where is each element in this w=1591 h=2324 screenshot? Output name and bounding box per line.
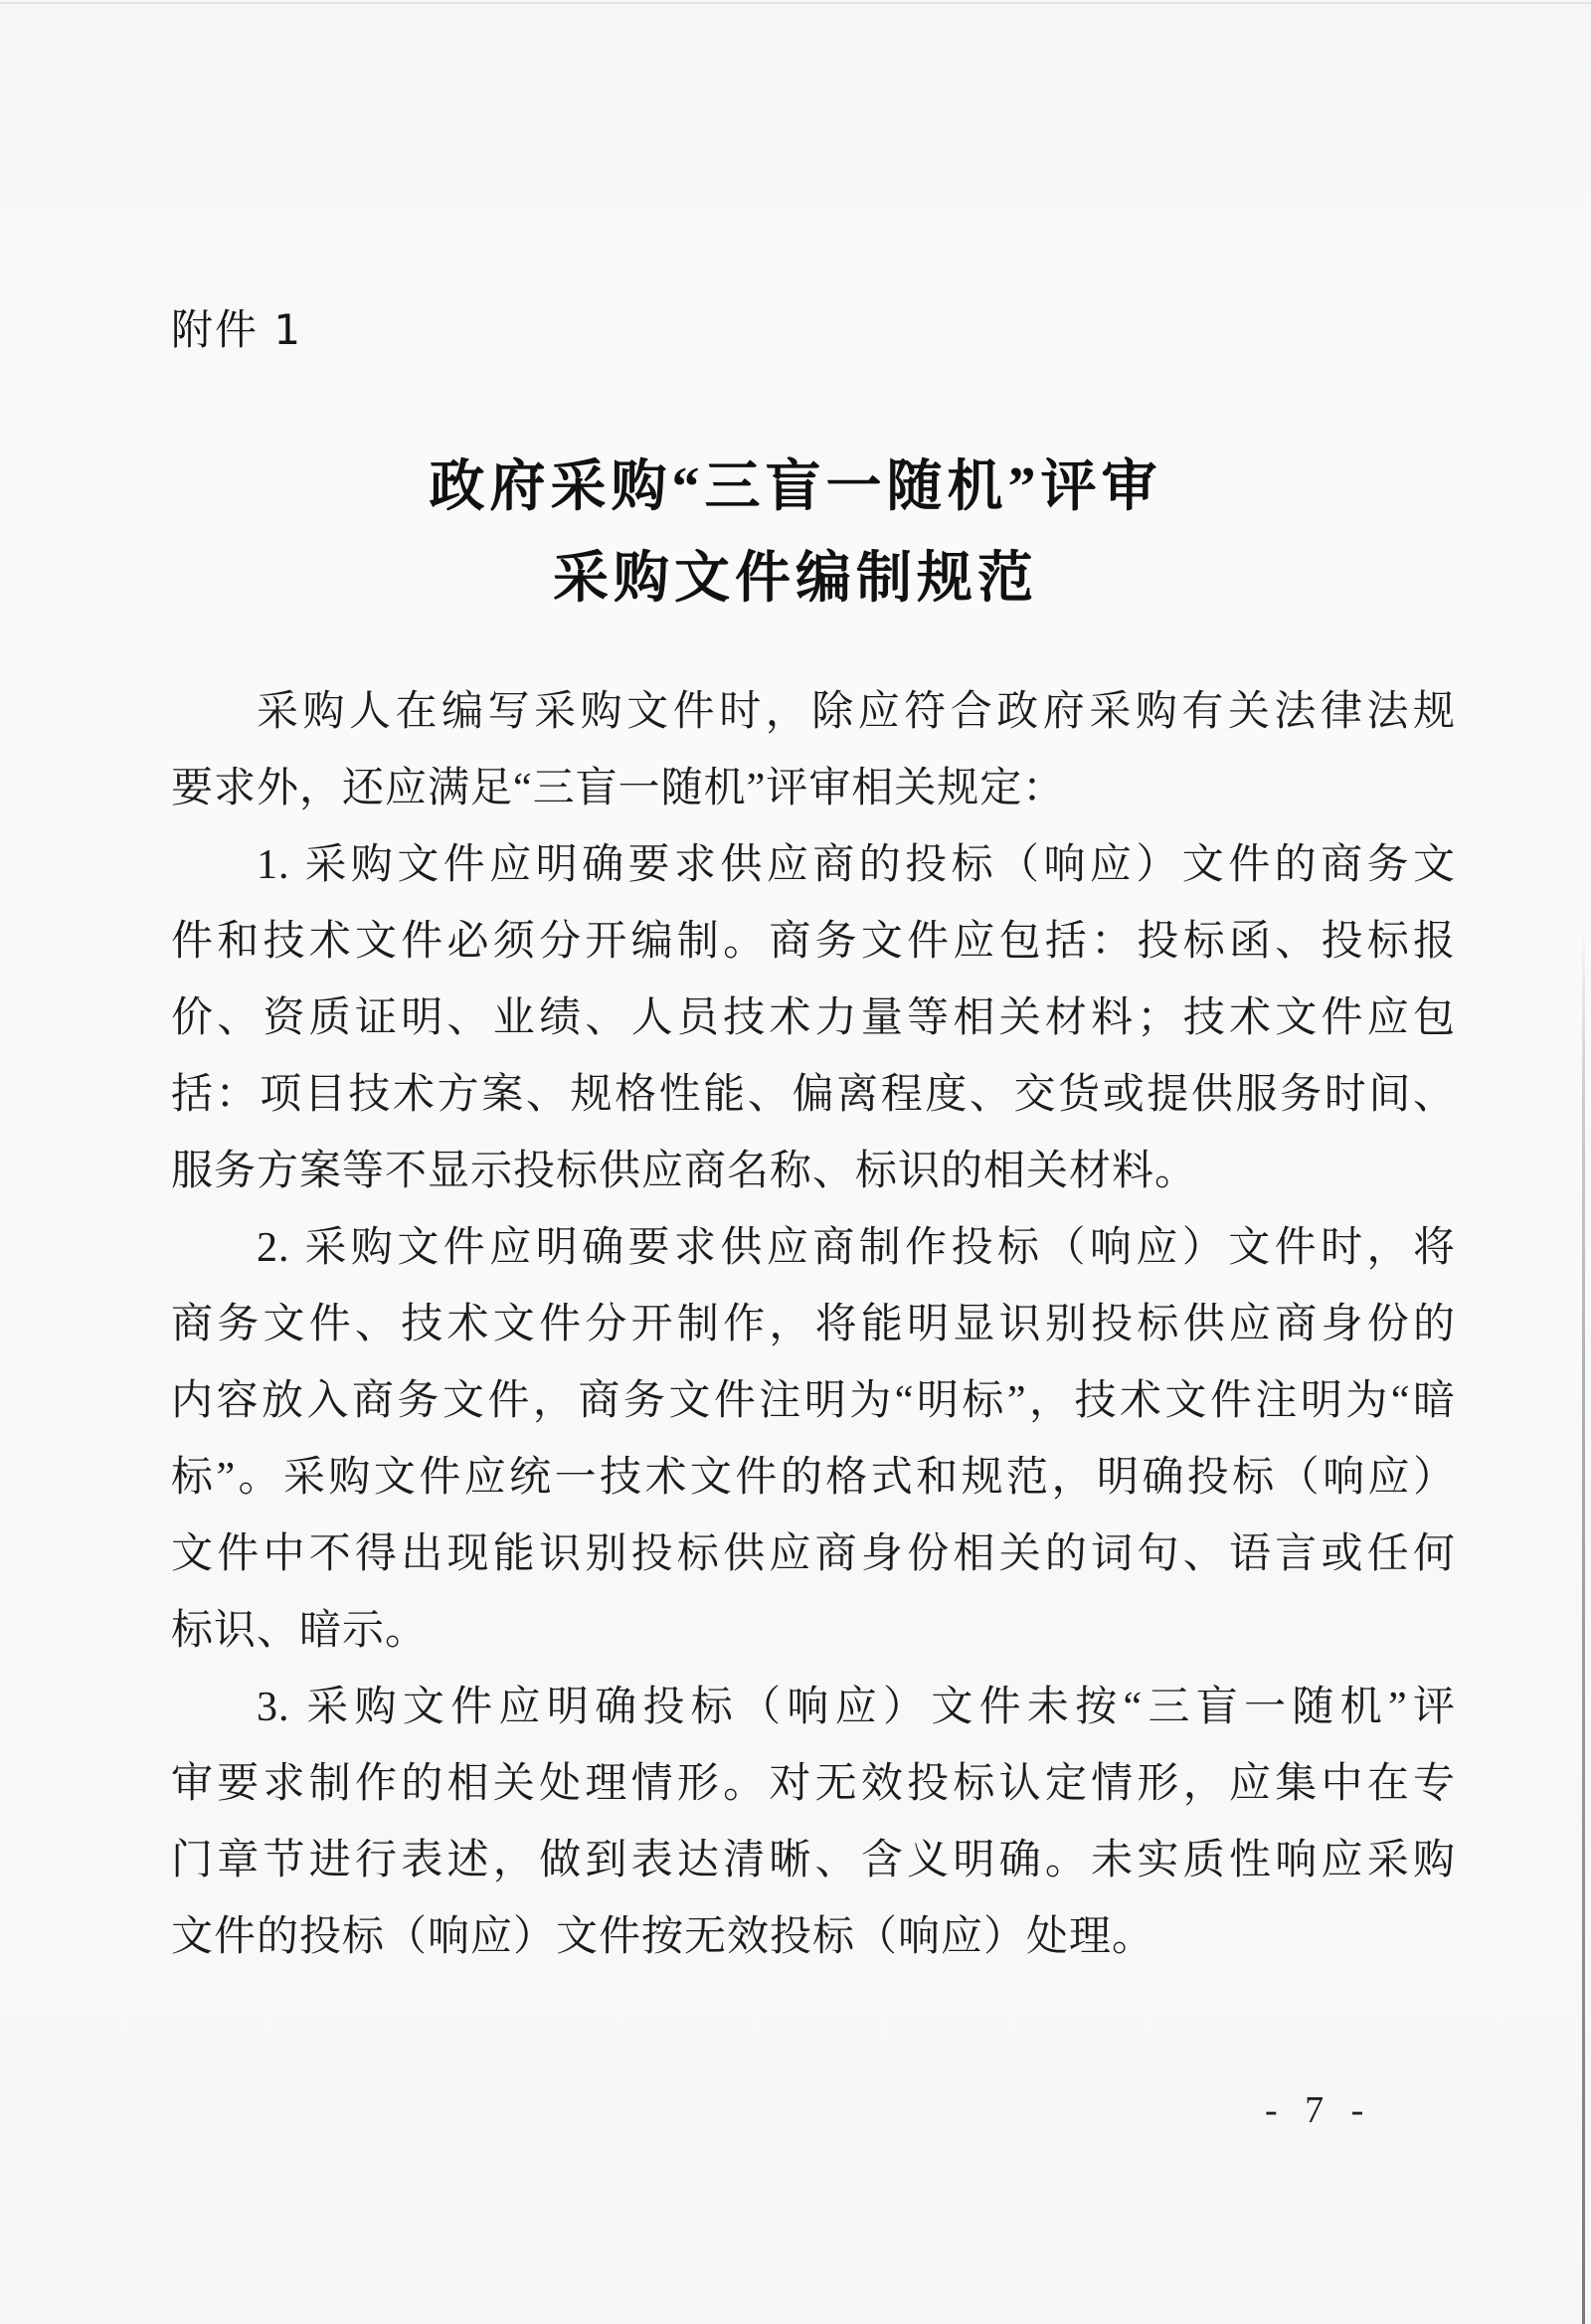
- document-title: [0, 442, 1591, 625]
- document-body: [171, 674, 1456, 1976]
- body-line: 采购人在编写采购文件时，除应符合政府采购有关法律法规: [257, 689, 1456, 735]
- body-line: 商务文件、技术文件分开制作，将能明显识别投标供应商身份的: [171, 1302, 1456, 1347]
- document-title-line-2: 采购文件编制规范: [553, 548, 1038, 610]
- scan-top-edge-line: [0, 2, 1591, 4]
- page-number: - 7 -: [1265, 2089, 1373, 2131]
- body-line: 审要求制作的相关处理情形。对无效投标认定情形，应集中在专: [171, 1761, 1456, 1807]
- body-line: 内容放入商务文件，商务文件注明为“明标”，技术文件注明为“暗: [171, 1378, 1456, 1424]
- body-line: 文件的投标（响应）文件按无效投标（响应）处理。: [171, 1914, 1155, 1960]
- body-line: 1. 采购文件应明确要求供应商的投标（响应）文件的商务文: [257, 842, 1456, 888]
- body-line: 2. 采购文件应明确要求供应商制作投标（响应）文件时，将: [257, 1225, 1456, 1271]
- document-title-line-1: 政府采购“三盲一随机”评审: [429, 456, 1162, 518]
- body-line: 括：项目技术方案、规格性能、偏离程度、交货或提供服务时间、: [171, 1072, 1456, 1118]
- body-line: 标”。采购文件应统一技术文件的格式和规范，明确投标（响应）: [171, 1455, 1456, 1501]
- attachment-label: 附件 1: [171, 305, 303, 354]
- body-line: 价、资质证明、业绩、人员技术力量等相关材料；技术文件应包: [171, 995, 1456, 1041]
- body-line: 服务方案等不显示投标供应商名称、标识的相关材料。: [171, 1149, 1198, 1194]
- body-line: 3. 采购文件应明确投标（响应）文件未按“三盲一随机”评: [257, 1685, 1456, 1730]
- body-line: 门章节进行表述，做到表达清晰、含义明确。未实质性响应采购: [171, 1838, 1456, 1883]
- body-line: 件和技术文件必须分开编制。商务文件应包括：投标函、投标报: [171, 919, 1456, 965]
- body-line: 要求外，还应满足“三盲一随机”评审相关规定：: [171, 766, 1066, 811]
- scan-right-edge-line: [1582, 925, 1585, 2324]
- body-line: 文件中不得出现能识别投标供应商身份相关的词句、语言或任何: [171, 1531, 1456, 1577]
- body-line: 标识、暗示。: [171, 1608, 429, 1654]
